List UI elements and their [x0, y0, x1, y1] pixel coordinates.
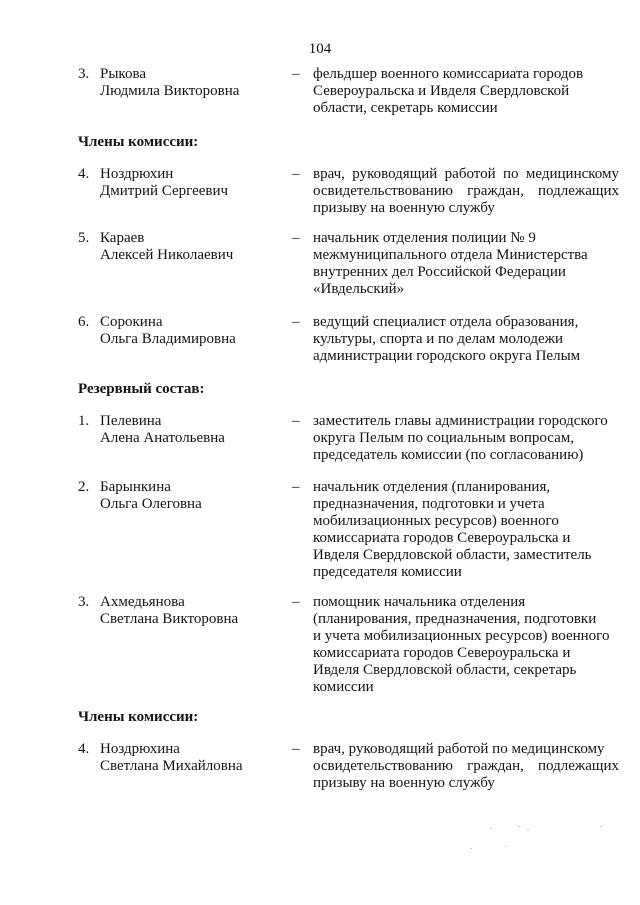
entry-position — [313, 66, 619, 117]
entry-surname: Барынкина — [100, 479, 171, 495]
entry-given-names: Алена Анатольевна — [100, 430, 225, 446]
entry-dash: – — [292, 741, 300, 757]
entry-number: 4. — [78, 166, 90, 182]
position-line: области, секретарь комиссии — [313, 100, 498, 116]
entry-dash: – — [292, 594, 300, 610]
scan-speck — [518, 826, 520, 827]
position-line: Североуральска и Ивделя Свердловской — [313, 83, 570, 99]
position-line: освидетельствованию граждан, подлежащих — [313, 758, 619, 774]
entry-number: 2. — [78, 479, 90, 495]
entry-position — [313, 413, 619, 464]
entry-person-name — [100, 479, 280, 513]
position-line: администрации городского округа Пелым — [313, 348, 581, 364]
entry-person-name — [100, 413, 280, 447]
entry-number: 5. — [78, 230, 90, 246]
entry-surname: Ноздрюхина — [100, 741, 180, 757]
entry-number: 4. — [78, 741, 90, 757]
entry-person-name — [100, 166, 280, 200]
position-line: комиссии — [313, 679, 374, 695]
position-line: комиссариата городов Североуральска и — [313, 645, 571, 661]
entry-dash: – — [292, 413, 300, 429]
entry-position — [313, 479, 619, 581]
entry-dash: – — [292, 66, 300, 82]
position-line: «Ивдельский» — [313, 281, 405, 297]
position-line: начальник отделения полиции № 9 — [313, 230, 536, 246]
entry-surname: Рыкова — [100, 66, 146, 82]
entry-dash: – — [292, 230, 300, 246]
entry-given-names: Дмитрий Сергеевич — [100, 183, 229, 199]
entry-given-names: Ольга Владимировна — [100, 331, 236, 347]
scan-speck — [505, 846, 507, 847]
entry-given-names: Ольга Олеговна — [100, 496, 202, 512]
entry-position — [313, 594, 619, 696]
entry-position — [313, 166, 619, 217]
entry-person-name — [100, 594, 280, 628]
position-line: врач, руководящий работой по медицинскому — [313, 741, 605, 757]
position-line: фельдшер военного комиссариата городов — [313, 66, 584, 82]
entry-surname: Сорокина — [100, 314, 163, 330]
entry-surname: Ахмедьянова — [100, 594, 185, 610]
entry-given-names: Людмила Викторовна — [100, 83, 240, 99]
entry-person-name — [100, 66, 280, 100]
position-line: врач, руководящий работой по медицинскому — [313, 166, 619, 182]
position-line: и учета мобилизационных ресурсов) военного — [313, 628, 610, 644]
entry-position — [313, 741, 619, 792]
position-line: культуры, спорта и по делам молодежи — [313, 331, 563, 347]
section-heading-members: Члены комиссии: — [78, 709, 199, 725]
scan-speck — [600, 826, 602, 827]
position-line: Ивделя Свердловской области, заместитель — [313, 547, 592, 563]
entry-number: 1. — [78, 413, 90, 429]
section-heading-members: Члены комиссии: — [78, 134, 199, 150]
entry-surname: Пелевина — [100, 413, 162, 429]
entry-surname: Ноздрюхин — [100, 166, 174, 182]
entry-person-name — [100, 230, 280, 264]
position-line: округа Пелым по социальным вопросам, — [313, 430, 575, 446]
position-line: комиссариата городов Североуральска и — [313, 530, 571, 546]
position-line: Ивделя Свердловской области, секретарь — [313, 662, 577, 678]
position-line: помощник начальника отделения — [313, 594, 526, 610]
entry-surname: Караев — [100, 230, 145, 246]
position-line: председатель комиссии (по согласованию) — [313, 447, 584, 463]
position-line: призыву на военную службу — [313, 200, 495, 216]
entry-position — [313, 230, 619, 298]
scan-speck — [527, 829, 529, 830]
position-line: председателя комиссии — [313, 564, 462, 580]
entry-given-names: Светлана Викторовна — [100, 611, 239, 627]
section-heading-reserve: Резервный состав: — [78, 381, 205, 397]
entry-dash: – — [292, 166, 300, 182]
position-line: мобилизационных ресурсов) военного — [313, 513, 559, 529]
entry-dash: – — [292, 479, 300, 495]
entry-number: 3. — [78, 66, 90, 82]
entry-given-names: Алексей Николаевич — [100, 247, 234, 263]
entry-dash: – — [292, 314, 300, 330]
position-line: предназначения, подготовки и учета — [313, 496, 545, 512]
position-line: призыву на военную службу — [313, 775, 495, 791]
position-line: ведущий специалист отдела образования, — [313, 314, 579, 330]
entry-number: 6. — [78, 314, 90, 330]
entry-person-name — [100, 741, 280, 775]
page-number: 104 — [308, 41, 332, 57]
position-line: (планирования, предназначения, подготовки — [313, 611, 597, 627]
scan-speck — [470, 848, 472, 849]
scan-speck — [490, 828, 492, 829]
entry-number: 3. — [78, 594, 90, 610]
entry-position — [313, 314, 619, 365]
position-line: межмуниципального отдела Министерства — [313, 247, 588, 263]
position-line: внутренних дел Российской Федерации — [313, 264, 566, 280]
position-line: заместитель главы администрации городского — [313, 413, 608, 429]
entry-person-name — [100, 314, 280, 348]
position-line: начальник отделения (планирования, — [313, 479, 551, 495]
entry-given-names: Светлана Михайловна — [100, 758, 243, 774]
position-line: освидетельствованию граждан, подлежащих — [313, 183, 619, 199]
